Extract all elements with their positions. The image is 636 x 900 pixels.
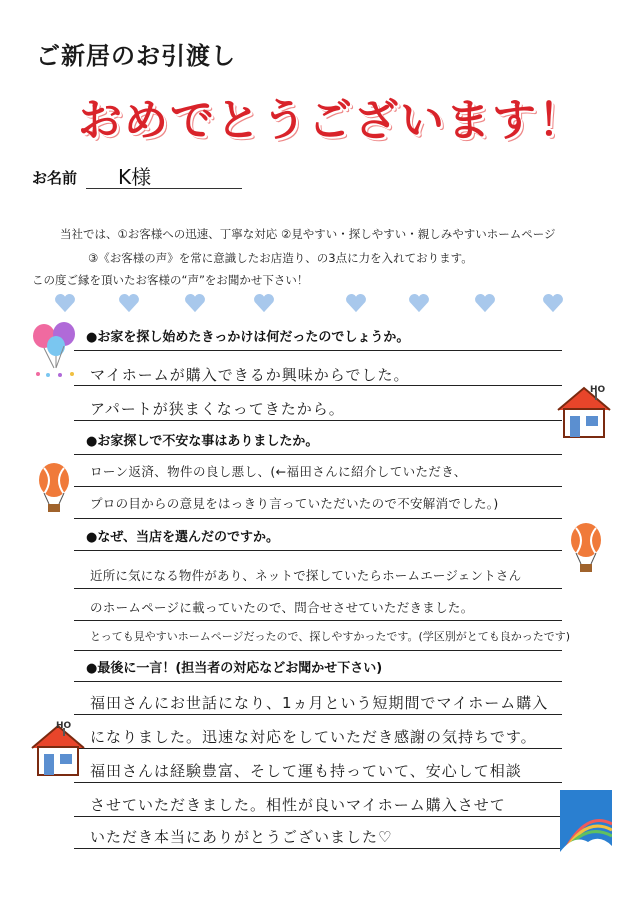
answer-4-line-3: 福田さんは経験豊富、そして運も持っていて、安心して相談	[90, 762, 522, 780]
answer-line	[74, 454, 562, 455]
heart-icon	[118, 292, 140, 314]
answer-line	[74, 588, 562, 589]
question-1: ●お家を探し始めたきっかけは何だったのでしょうか。	[86, 330, 410, 345]
answer-line	[74, 620, 562, 621]
answer-line	[74, 848, 562, 849]
hot-air-balloon-icon	[34, 460, 74, 516]
rainbow-icon	[560, 790, 612, 852]
house-icon	[26, 718, 90, 780]
question-4: ●最後に一言！(担当者の対応などお聞かせ下さい)	[86, 661, 383, 676]
answer-3-line-3: とっても見やすいホームページだったので、探しやすかったです。(学区別がとても良かったです)	[90, 630, 571, 643]
heart-icon	[253, 292, 275, 314]
answer-4-line-5: いただき本当にありがとうございました♡	[90, 828, 393, 846]
heart-icon	[184, 292, 206, 314]
answer-4-line-4: させていただきました。相性が良いマイホーム購入させて	[90, 796, 506, 814]
answer-line	[74, 486, 562, 487]
balloons-icon	[30, 320, 86, 378]
hearts-row	[50, 292, 590, 316]
answer-2-line-1: ローン返済、物件の良し悪し、(←福田さんに紹介していただき、	[90, 464, 467, 479]
house-icon	[552, 382, 616, 442]
house-sign-text: HO	[590, 385, 606, 395]
hot-air-balloon-icon	[566, 520, 606, 578]
heart-icon	[408, 292, 430, 314]
subtitle: ご新居のお引渡し	[36, 42, 236, 70]
name-underline	[86, 188, 242, 189]
customer-name: K様	[118, 165, 152, 189]
answer-line	[74, 350, 562, 351]
answer-3-line-1: 近所に気になる物件があり、ネットで探していたらホームエージェントさん	[90, 568, 522, 583]
answer-2-line-2: プロの目からの意見をはっきり言っていただいたので不安解消でした。)	[90, 496, 499, 511]
answer-line	[74, 816, 562, 817]
heart-icon	[345, 292, 367, 314]
name-label: お名前	[32, 169, 78, 187]
answer-line	[74, 650, 562, 651]
answer-1-line-2: アパートが狭まくなってきたから。	[90, 400, 345, 418]
answer-4-line-1: 福田さんにお世話になり、1ヵ月という短期間でマイホーム購入	[90, 694, 549, 712]
question-2: ●お家探しで不安な事はありましたか。	[86, 434, 319, 449]
request-text: この度ご縁を頂いたお客様の“声”をお聞かせ下さい！	[32, 273, 309, 287]
answer-1-line-1: マイホームが購入できるか興味からでした。	[90, 366, 410, 384]
page-title: おめでとうございます！	[78, 95, 584, 146]
answer-line	[74, 385, 562, 386]
answer-line	[74, 782, 562, 783]
answer-line	[74, 681, 562, 682]
heart-icon	[542, 292, 564, 314]
answer-line	[74, 550, 562, 551]
answer-line	[74, 518, 562, 519]
house-sign-text: HO	[56, 721, 72, 731]
heart-icon	[54, 292, 76, 314]
answer-3-line-2: のホームページに載っていたので、問合せさせていただきました。	[90, 600, 474, 615]
answer-line	[74, 420, 562, 421]
intro-text	[60, 222, 580, 270]
intro-line-2: ③《お客様の声》を常に意識したお店造り、の3点に力を入れております。	[88, 251, 473, 265]
answer-line	[74, 714, 562, 715]
question-3: ●なぜ、当店を選んだのですか。	[86, 530, 279, 545]
heart-icon	[474, 292, 496, 314]
answer-4-line-2: になりました。迅速な対応をしていただき感謝の気持ちです。	[90, 728, 537, 746]
answer-line	[74, 748, 562, 749]
intro-line-1: 当社では、①お客様への迅速、丁寧な対応 ②見やすい・探しやすい・親しみやすいホームページ	[60, 227, 556, 241]
